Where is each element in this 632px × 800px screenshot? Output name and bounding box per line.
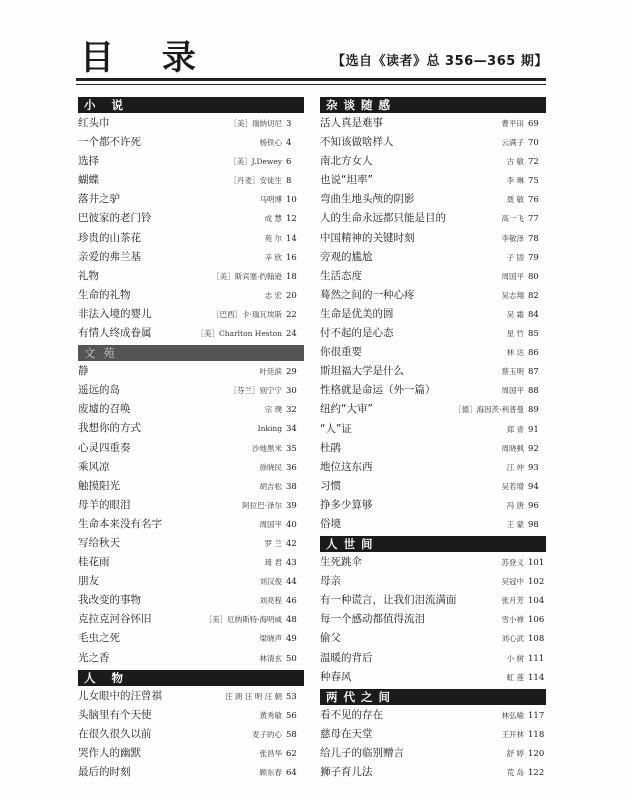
toc-entry[interactable] (320, 382, 546, 401)
toc-entry[interactable] (320, 611, 546, 630)
entry-title: 地位这东西 (320, 460, 373, 473)
toc-entry[interactable] (320, 440, 546, 459)
entry-title: 人的生命永远都只能是目的 (320, 212, 446, 225)
entry-page-number: 122 (528, 768, 545, 778)
toc-section (320, 536, 546, 688)
entry-title: 朋友 (78, 575, 99, 588)
entry-page-number: 32 (286, 405, 297, 416)
toc-entry[interactable] (320, 764, 546, 783)
toc-entry[interactable] (78, 230, 304, 249)
entry-author: 王 蒙 (506, 519, 524, 529)
toc-entry[interactable] (78, 650, 304, 669)
entry-title: 俗境 (320, 517, 341, 530)
entry-title: 付不起的是心态 (320, 327, 394, 340)
entry-title: 狮子育儿法 (320, 766, 373, 778)
entry-title: 静 (78, 365, 89, 378)
entry-page-number: 12 (286, 214, 297, 225)
toc-entry[interactable] (320, 401, 546, 420)
toc-entry[interactable] (320, 191, 546, 210)
entry-page-number: 78 (528, 233, 539, 244)
entry-title: 纽约“大审” (320, 403, 373, 416)
entry-author: 雪小禅 (501, 615, 524, 625)
entry-title: 不知该做啥样人 (320, 136, 394, 149)
entry-page-number: 69 (528, 119, 539, 129)
toc-entry[interactable] (78, 688, 304, 707)
entry-author: 江 仲 (506, 462, 524, 472)
toc-entry[interactable] (320, 153, 546, 172)
toc-entry[interactable] (78, 745, 304, 764)
entry-page-number: 101 (528, 558, 545, 569)
toc-entry[interactable] (78, 287, 304, 306)
entry-author: ［芬兰］别宁宁 (229, 386, 282, 396)
entry-author: 志 宏 (264, 290, 282, 300)
entry-page-number: 94 (528, 481, 539, 492)
toc-entry[interactable] (320, 726, 546, 745)
section-header: 人世间 (320, 536, 546, 552)
entry-title: 哭作人的幽默 (78, 746, 141, 759)
toc-entry[interactable] (78, 363, 304, 382)
entry-title: 母亲 (320, 575, 341, 588)
entry-page-number: 14 (286, 233, 297, 244)
entry-author: 周晓枫 (501, 443, 524, 453)
toc-entry[interactable] (78, 134, 304, 153)
entry-page-number: 34 (286, 424, 297, 435)
entry-title: 头脑里有个天使 (78, 708, 152, 721)
entry-page-number: 64 (286, 768, 297, 778)
toc-entry[interactable] (78, 191, 304, 210)
entry-author: 叶廷滨 (259, 367, 282, 377)
entry-author: 李敬泽 (501, 233, 524, 243)
entry-title: 看不见的存在 (320, 708, 383, 721)
toc-entry[interactable] (320, 478, 546, 497)
toc-entry[interactable] (320, 421, 546, 440)
entry-title: 心灵四重奏 (78, 441, 131, 454)
entry-page-number: 35 (286, 443, 297, 454)
toc-entry[interactable] (320, 573, 546, 592)
toc-entry[interactable] (78, 611, 304, 630)
toc-entry[interactable] (320, 268, 546, 287)
entry-page-number: 8 (286, 176, 292, 187)
entry-page-number: 79 (528, 252, 539, 263)
entry-author: ［美］J.Dewey (229, 157, 282, 167)
entry-title: 生死跳伞 (320, 556, 362, 569)
entry-page-number: 36 (286, 462, 297, 473)
entry-title: 选择 (78, 155, 99, 168)
entry-author: 吴冠中 (501, 577, 524, 587)
entry-page-number: 16 (286, 252, 297, 263)
entry-author: 子 固 (506, 252, 524, 262)
entry-author: 高一飞 (501, 214, 524, 224)
toc-entry[interactable] (320, 306, 546, 325)
toc-entry[interactable] (320, 115, 546, 134)
entry-author: 梁晓声 (259, 634, 282, 644)
entry-title: 蝴蝶 (78, 174, 99, 187)
entry-author: 汪 朗 汪 明 汪 朝 (225, 691, 282, 701)
entry-author: ［德］海因茨·利普曼 (454, 405, 524, 415)
entry-page-number: 56 (286, 710, 297, 721)
entry-page-number: 39 (286, 500, 297, 511)
toc-entry[interactable] (320, 249, 546, 268)
entry-title: “人”证 (320, 422, 352, 435)
entry-author: ［丹麦］安徒生 (229, 176, 282, 186)
entry-author: ［巴西］卡·瑞瓦埃斯 (212, 309, 282, 319)
section-header: 小 说 (78, 97, 304, 113)
entry-title: 南北方女人 (320, 155, 373, 168)
toc-entry[interactable] (78, 153, 304, 172)
entry-page-number: 18 (286, 271, 297, 282)
entry-page-number: 24 (286, 329, 297, 340)
entry-page-number: 62 (286, 748, 297, 759)
entry-page-number: 22 (286, 309, 297, 320)
entry-page-number: 82 (528, 290, 539, 301)
entry-title: 生活态度 (320, 269, 362, 282)
entry-author: 马明博 (259, 195, 282, 205)
entry-title: 儿女眼中的汪曾祺 (78, 689, 162, 702)
entry-author: 舒 婷 (506, 748, 524, 758)
toc-entry[interactable] (320, 459, 546, 478)
entry-author: Inking (257, 424, 282, 434)
entry-title: 偷父 (320, 632, 341, 645)
entry-title: 温暖的背后 (320, 651, 373, 664)
page-title: 目 录 (80, 38, 214, 78)
entry-title: 母羊的眼泪 (78, 498, 131, 511)
entry-author: 琦 君 (264, 558, 282, 568)
entry-title: 有情人终成眷属 (78, 327, 152, 340)
entry-title: 巴彼家的老门铃 (78, 212, 152, 225)
entry-page-number: 114 (528, 672, 545, 683)
section-header: 两代之间 (320, 689, 546, 705)
entry-page-number: 40 (286, 519, 297, 530)
entry-author: 阿拉巴·泽尔 (242, 500, 282, 510)
toc-entry[interactable] (78, 726, 304, 745)
entry-page-number: 10 (286, 195, 297, 206)
toc-entry[interactable] (78, 249, 304, 268)
entry-title: 红头巾 (78, 117, 110, 129)
toc-entry[interactable] (78, 554, 304, 573)
toc-entry[interactable] (78, 382, 304, 401)
toc-entry[interactable] (320, 325, 546, 344)
entry-page-number: 42 (286, 538, 297, 549)
entry-page-number: 77 (528, 214, 539, 225)
entry-title: 礼物 (78, 269, 99, 282)
entry-page-number: 44 (286, 577, 297, 588)
entry-author: 虹 莲 (506, 672, 524, 682)
toc-entry[interactable] (320, 516, 546, 535)
entry-author: 曹平田 (501, 119, 524, 128)
top-rule-thick (76, 78, 546, 81)
toc-entry[interactable] (320, 210, 546, 229)
entry-author: 林弘喻 (501, 710, 524, 720)
entry-author: 罗 兰 (264, 538, 282, 548)
toc-entry[interactable] (78, 764, 304, 783)
toc-entry[interactable] (78, 497, 304, 516)
entry-title: 亲爱的弗兰基 (78, 250, 141, 263)
entry-title: 活人真是难事 (320, 117, 383, 129)
entry-title: 旁观的尴尬 (320, 250, 373, 263)
entry-title: 我改变的事物 (78, 594, 141, 607)
entry-author: 周国平 (501, 386, 524, 396)
entry-author: 辛 欣 (264, 252, 282, 262)
entry-page-number: 89 (528, 405, 539, 416)
entry-page-number: 104 (528, 596, 545, 607)
entry-page-number: 93 (528, 462, 539, 473)
entry-author: 吴若增 (501, 481, 524, 491)
toc-entry[interactable] (78, 516, 304, 535)
entry-page-number: 4 (286, 138, 292, 149)
entry-page-number: 43 (286, 558, 297, 569)
toc-entry[interactable] (78, 478, 304, 497)
entry-page-number: 102 (528, 577, 545, 588)
entry-author: 沙地黑米 (252, 443, 282, 453)
entry-title: 性格就是命运（外一篇） (320, 384, 436, 397)
entry-title: 生命的礼物 (78, 288, 131, 301)
top-rule-thin (76, 84, 546, 85)
entry-page-number: 6 (286, 157, 292, 168)
entry-author: ［美］Charlton Heston (196, 329, 282, 339)
entry-title: 最后的时刻 (78, 766, 131, 778)
toc-entry[interactable] (78, 325, 304, 344)
entry-title: 种春风 (320, 670, 352, 683)
entry-page-number: 75 (528, 176, 539, 187)
entry-title: 触摸阳光 (78, 479, 120, 492)
entry-author: 张月芳 (501, 596, 524, 606)
entry-title: 光之香 (78, 651, 110, 664)
entry-author: ［美］斯宾塞·约翰逊 (212, 271, 282, 281)
entry-title: 珍贵的山茶花 (78, 231, 141, 244)
entry-author: 张昌华 (259, 748, 282, 758)
entry-author: 冯 唐 (506, 500, 524, 510)
entry-page-number: 88 (528, 386, 539, 397)
entry-title: 我想你的方式 (78, 422, 141, 435)
toc-entry[interactable] (78, 535, 304, 554)
entry-page-number: 120 (528, 748, 545, 759)
entry-author: 胡吉松 (259, 481, 282, 491)
entry-author: 苑 尔 (264, 233, 282, 243)
entry-title: 毛虫之死 (78, 632, 120, 645)
entry-author: 苏登义 (501, 558, 524, 568)
toc-entry[interactable] (320, 363, 546, 382)
toc-entry[interactable] (320, 745, 546, 764)
entry-title: 桂花雨 (78, 556, 110, 569)
entry-title: 你很重要 (320, 346, 362, 359)
entry-page-number: 118 (528, 729, 545, 740)
entry-author: 周国平 (501, 271, 524, 281)
entry-page-number: 84 (528, 309, 539, 320)
entry-title: 一个都不许死 (78, 136, 141, 149)
section-header: 杂谈随感 (320, 97, 546, 113)
entry-author: 顾东春 (259, 768, 282, 777)
entry-title: 非法入境的婴儿 (78, 307, 152, 320)
entry-page-number: 3 (286, 119, 292, 129)
entry-author: 林 达 (506, 348, 524, 358)
toc-entry[interactable] (78, 630, 304, 649)
toc-section (78, 97, 304, 344)
entry-page-number: 85 (528, 329, 539, 340)
entry-page-number: 72 (528, 157, 539, 168)
entry-author: 成 慧 (264, 214, 282, 224)
entry-title: 给儿子的临别赠言 (320, 746, 404, 759)
entry-page-number: 106 (528, 615, 545, 626)
entry-author: ［美］厄纳斯特·海明威 (204, 615, 282, 625)
issue-range-subtitle: 【选自《读者》总 356—365 期】 (332, 54, 548, 69)
toc-section (78, 345, 304, 669)
entry-title: 挣多少算够 (320, 498, 373, 511)
section-header: 文 苑 (78, 345, 304, 361)
section-header: 人 物 (78, 670, 304, 686)
toc-entry[interactable] (320, 554, 546, 573)
entry-author: ［美］瑞纳切尼 (229, 119, 282, 128)
toc-entry[interactable] (78, 707, 304, 726)
toc-entry[interactable] (320, 630, 546, 649)
entry-page-number: 70 (528, 138, 539, 149)
toc-entry[interactable] (320, 134, 546, 153)
entry-author: 古 敏 (506, 157, 524, 167)
entry-title: 落井之驴 (78, 193, 120, 206)
toc-entry[interactable] (78, 459, 304, 478)
toc-entry[interactable] (78, 306, 304, 325)
toc-entry[interactable] (78, 440, 304, 459)
entry-title: 在很久很久以前 (78, 727, 152, 740)
toc-entry[interactable] (320, 497, 546, 516)
entry-page-number: 76 (528, 195, 539, 206)
entry-page-number: 29 (286, 367, 297, 378)
entry-author: 云满子 (501, 138, 524, 148)
toc-entry[interactable] (78, 420, 304, 439)
entry-title: 生命是优美的圆 (320, 307, 394, 320)
toc-entry[interactable] (78, 115, 304, 134)
toc-entry[interactable] (78, 268, 304, 287)
toc-entry[interactable] (78, 210, 304, 229)
entry-author: 小 树 (506, 653, 524, 663)
toc-entry[interactable] (320, 172, 546, 191)
entry-title: 蓦然之间的一种心疼 (320, 288, 415, 301)
toc-entry[interactable] (320, 287, 546, 306)
entry-title: 有一种谎言，让我们泪流满面 (320, 594, 457, 607)
entry-author: 李 琳 (506, 176, 524, 186)
toc-entry[interactable] (78, 573, 304, 592)
toc-entry[interactable] (78, 172, 304, 191)
toc-entry[interactable] (78, 592, 304, 611)
entry-title: 斯坦福大学是什么 (320, 365, 404, 378)
entry-author: 刘心武 (501, 634, 524, 644)
toc-entry[interactable] (320, 592, 546, 611)
entry-title: 废墟的召唤 (78, 403, 131, 416)
entry-author: 吴志翔 (501, 290, 524, 300)
entry-page-number: 48 (286, 615, 297, 626)
entry-author: 麦子的心 (252, 729, 282, 739)
entry-title: 弯曲生地头颅的阴影 (320, 193, 415, 206)
entry-title: 乘风凉 (78, 460, 110, 473)
left-column (78, 96, 304, 783)
toc-entry[interactable] (320, 707, 546, 726)
entry-page-number: 96 (528, 500, 539, 511)
entry-author: 刘汉俊 (259, 577, 282, 587)
entry-title: 克拉克河谷怀旧 (78, 613, 152, 626)
entry-page-number: 91 (528, 424, 539, 435)
entry-page-number: 53 (286, 691, 297, 702)
entry-author: 宗 璞 (264, 405, 282, 415)
entry-page-number: 80 (528, 271, 539, 282)
toc-section (78, 670, 304, 783)
entry-page-number: 108 (528, 634, 545, 645)
entry-author: 蔡玉明 (501, 367, 524, 377)
entry-title: 写给秋天 (78, 536, 120, 549)
entry-page-number: 87 (528, 367, 539, 378)
entry-author: 杨铁心 (259, 138, 282, 148)
toc-entry[interactable] (320, 650, 546, 669)
entry-title: 也说“坦率” (320, 174, 373, 187)
entry-author: 星 竹 (506, 329, 524, 339)
entry-page-number: 117 (528, 710, 545, 721)
entry-author: 林清玄 (259, 653, 282, 663)
entry-title: 生命本来没有名字 (78, 517, 162, 530)
toc-entry[interactable] (320, 344, 546, 363)
entry-author: 徐晓民 (259, 462, 282, 472)
right-column (320, 96, 546, 783)
toc-section (320, 97, 546, 535)
entry-page-number: 86 (528, 348, 539, 359)
entry-author: 刘亮程 (259, 596, 282, 606)
entry-author: 郑 青 (506, 424, 524, 434)
entry-page-number: 50 (286, 653, 297, 664)
entry-author: 周国平 (259, 519, 282, 529)
entry-page-number: 30 (286, 386, 297, 397)
toc-section (320, 689, 546, 783)
entry-author: 荒 岛 (506, 768, 524, 777)
entry-title: 习惯 (320, 479, 341, 492)
entry-page-number: 49 (286, 634, 297, 645)
entry-title: 杜鹃 (320, 441, 341, 454)
toc-entry[interactable] (78, 401, 304, 420)
toc-entry[interactable] (320, 669, 546, 688)
toc-entry[interactable] (320, 230, 546, 249)
entry-page-number: 46 (286, 596, 297, 607)
entry-page-number: 111 (528, 653, 545, 664)
entry-author: 黄秀敏 (259, 710, 282, 720)
entry-page-number: 38 (286, 481, 297, 492)
entry-author: 吴 霜 (506, 309, 524, 319)
entry-page-number: 58 (286, 729, 297, 740)
entry-author: 王开林 (501, 729, 524, 739)
entry-page-number: 20 (286, 290, 297, 301)
entry-author: 聂 敏 (506, 195, 524, 205)
entry-page-number: 98 (528, 519, 539, 530)
entry-title: 遥远的岛 (78, 384, 120, 397)
entry-page-number: 92 (528, 443, 539, 454)
entry-title: 中国精神的关键时刻 (320, 231, 415, 244)
entry-title: 每一个感动都值得流泪 (320, 613, 425, 626)
entry-title: 慈母在天堂 (320, 727, 373, 740)
